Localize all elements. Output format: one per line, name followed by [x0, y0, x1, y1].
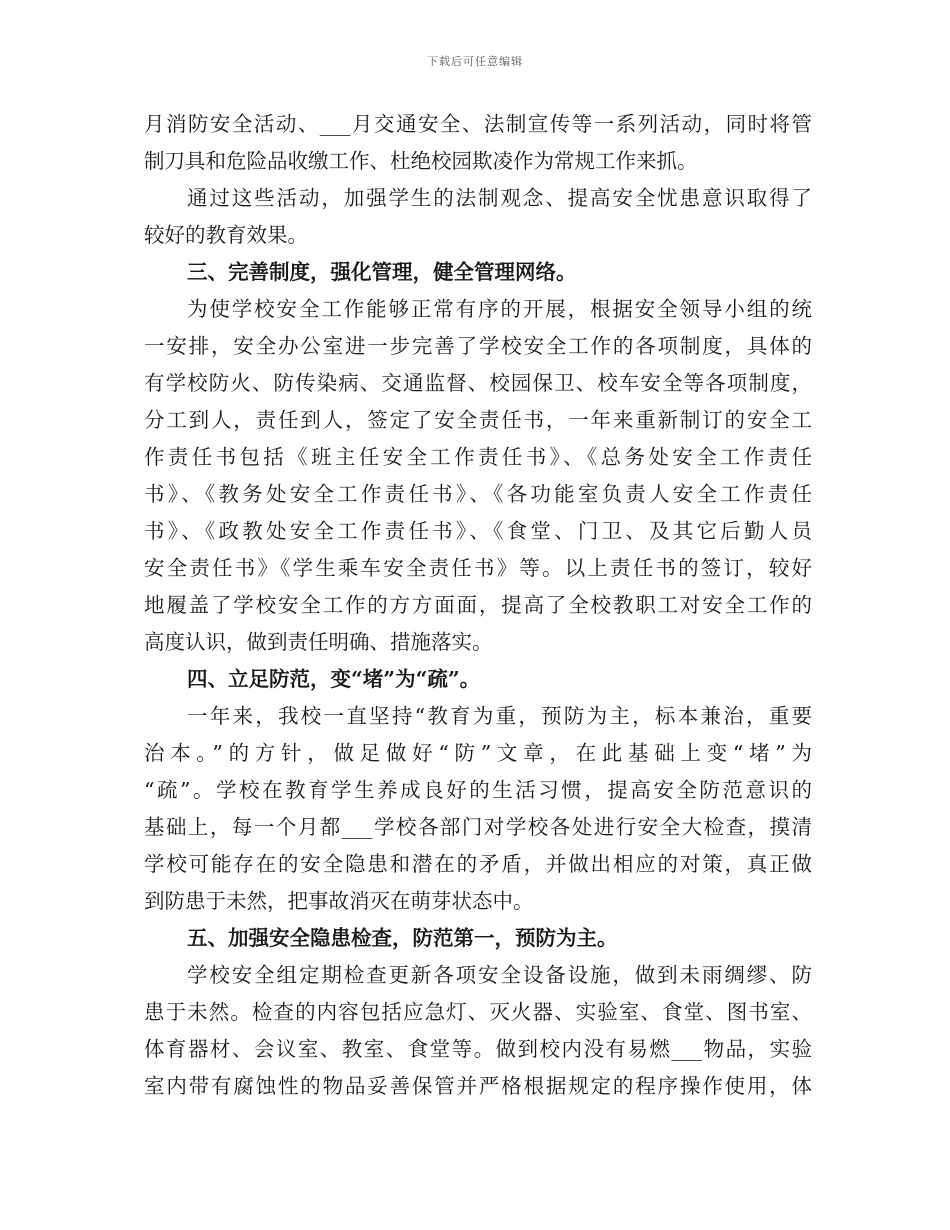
- text-line: 学校可能存在的安全隐患和潜在的矛盾，并做出相应的对策，真正做: [144, 852, 812, 876]
- text-line: 一年来，我校一直坚持“教育为重，预防为主，标本兼治，重要: [187, 704, 812, 728]
- text-line: 较好的教育效果。: [144, 223, 308, 247]
- text-line: 制刀具和危险品收缴工作、杜绝校园欺凌作为常规工作来抓。: [144, 149, 698, 173]
- text-line: 患于未然。检查的内容包括应急灯、灭火器、实验室、食堂、图书室、: [144, 1000, 812, 1024]
- text-line: 月消防安全活动、___月交通安全、法制宣传等一系列活动，同时将管: [144, 112, 812, 136]
- text-line: 体育器材、会议室、教室、食堂等。做到校内没有易燃___物品，实验: [144, 1037, 812, 1061]
- section-heading: 三、完善制度，强化管理，健全管理网络。: [187, 260, 577, 284]
- text-line: 安全责任书》《学生乘车安全责任书》等。以上责任书的签订，较好: [144, 556, 812, 580]
- text-line: 通过这些活动，加强学生的法制观念、提高安全忧患意识取得了: [187, 186, 812, 210]
- section-heading: 四、立足防范，变“堵”为“疏”。: [187, 667, 481, 691]
- text-line: 室内带有腐蚀性的物品妥善保管并严格根据规定的程序操作使用，体: [144, 1074, 812, 1098]
- document-body: [144, 106, 812, 1105]
- text-line: 基础上，每一个月都___学校各部门对学校各处进行安全大检查，摸清: [144, 815, 812, 839]
- text-line: 分工到人，责任到人，签定了安全责任书，一年来重新制订的安全工: [144, 408, 812, 432]
- text-line: 作责任书包括《班主任安全工作责任书》、《总务处安全工作责任: [144, 445, 812, 469]
- text-line: 书》、《教务处安全工作责任书》、《各功能室负责人安全工作责任: [144, 482, 812, 506]
- text-line: 学校安全组定期检查更新各项安全设备设施，做到未雨绸缪、防: [187, 963, 812, 987]
- text-line: 有学校防火、防传染病、交通监督、校园保卫、校车安全等各项制度，: [144, 371, 812, 395]
- text-line: 一安排，安全办公室进一步完善了学校安全工作的各项制度，具体的: [144, 334, 812, 358]
- text-line: 地履盖了学校安全工作的方方面面，提高了全校教职工对安全工作的: [144, 593, 812, 617]
- text-line: 书》、《政教处安全工作责任书》、《食堂、门卫、及其它后勤人员: [144, 519, 812, 543]
- page-header: 下载后可任意编辑: [427, 55, 523, 68]
- section-heading: 五、加强安全隐患检查，防范第一，预防为主。: [187, 926, 618, 950]
- text-line: “疏”。学校在教育学生养成良好的生活习惯，提高安全防范意识的: [144, 778, 812, 802]
- text-line: 为使学校安全工作能够正常有序的开展，根据安全领导小组的统: [187, 297, 812, 321]
- text-line: 治本。”的方针，做足做好“防”文章，在此基础上变“堵”为: [144, 741, 812, 765]
- text-line: 高度认识，做到责任明确、措施落实。: [144, 630, 493, 654]
- text-line: 到防患于未然，把事故消灭在萌芽状态中。: [144, 889, 534, 913]
